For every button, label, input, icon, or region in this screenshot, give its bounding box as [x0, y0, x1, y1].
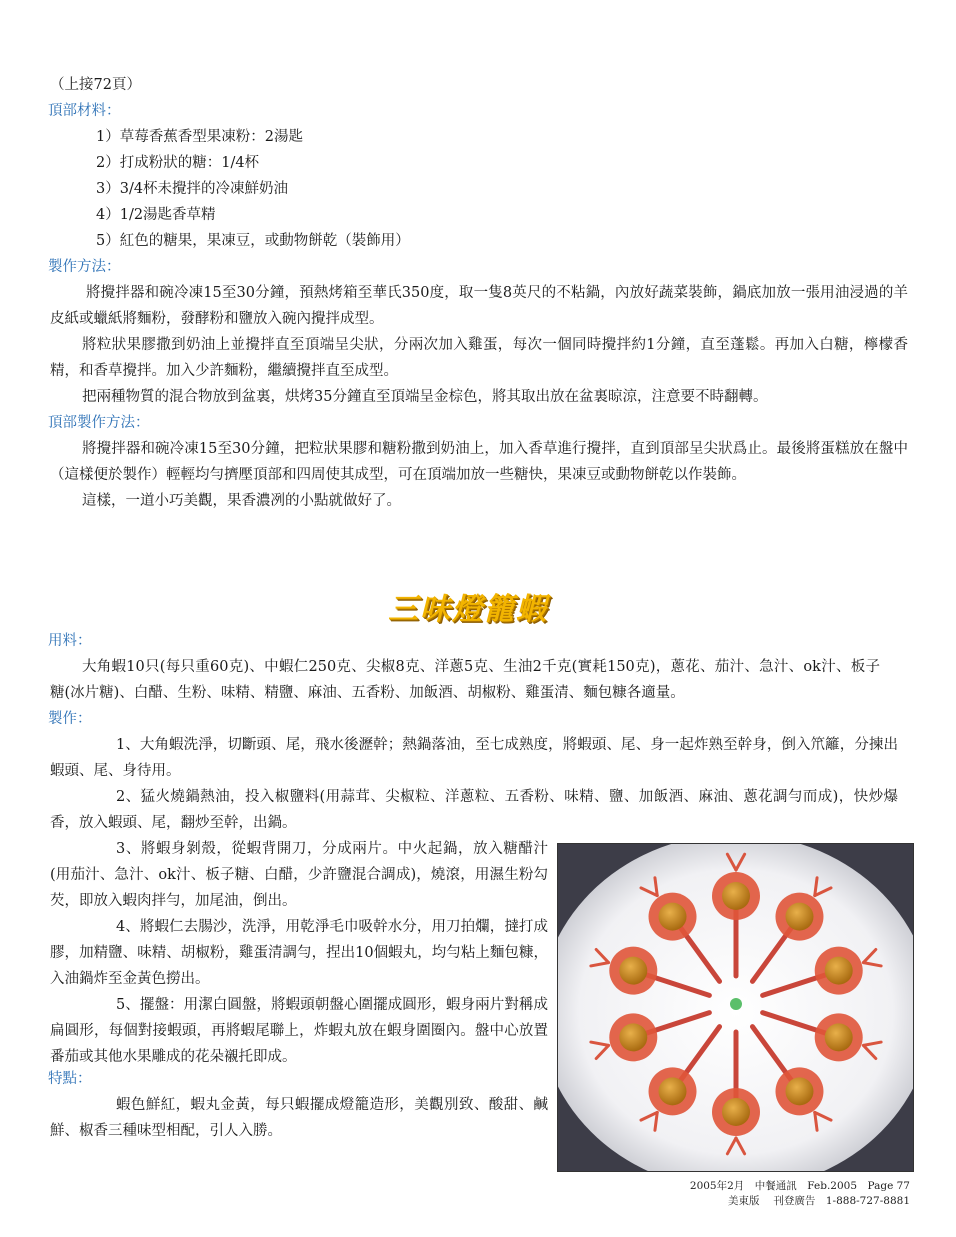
shrimp-ball: [722, 882, 750, 910]
topping-method-paragraph: 這樣，一道小巧美觀，果香濃冽的小點就做好了。: [82, 493, 401, 509]
step-item: 1、大角蝦洗淨，切斷頭、尾，飛水後瀝幹；熱鍋落油，至七成熟度，將蝦頭、尾、身一起炸熟至幹身，倒入笊籬，分揀出蝦頭、尾、身待用。: [50, 737, 898, 779]
footer-line-1: 2005年2月 中餐通訊 Feb.2005 Page 77: [689, 1180, 910, 1192]
method-body: [50, 280, 908, 410]
ingredients-text: 大角蝦10只(每只重60克)、中蝦仁250克、尖椒8克、洋蔥5克、生油2千克(實耗150克)，蔥花、茄汁、急汁、ok汁、板子糖(冰片糖)、白醋、生粉、味精、精鹽、麻油、五香粉、加飯酒、胡椒粉、雞蛋清、麵包糠各適量。: [50, 659, 880, 701]
dish-photo: [557, 843, 914, 1172]
dish-title: 三味燈籠蝦: [388, 592, 548, 627]
list-item: 2）打成粉狀的糖：1/4杯: [96, 155, 260, 171]
features-heading: 特點：: [48, 1071, 92, 1087]
list-item: 1）草莓香蕉香型果凍粉：2湯匙: [96, 129, 303, 145]
shrimp-ball: [785, 903, 813, 931]
shrimp-ball: [659, 1077, 687, 1105]
topping-materials-list: [96, 124, 410, 254]
topping-method-heading: 頂部製作方法：: [48, 415, 150, 431]
step-item: 5、擺盤：用潔白圓盤，將蝦頭朝盤心圍擺成圓形，蝦身兩片對稱成扁圓形，每個對接蝦頭，再將蝦尾聯上，炸蝦丸放在蝦身圍圈內。盤中心放置番茄或其他水果雕成的花朵襯托即成。: [50, 997, 548, 1065]
ingredients-heading: 用料：: [48, 633, 92, 649]
continued-note: （上接72頁）: [50, 77, 141, 93]
list-item: 5）紅色的糖果，果凍豆，或動物餅乾（裝飾用）: [96, 233, 410, 249]
shrimp-ball: [659, 903, 687, 931]
topping-materials-heading: 頂部材料：: [48, 103, 121, 119]
method-heading: 製作方法：: [48, 259, 121, 275]
shrimp-ball: [722, 1098, 750, 1126]
shrimp-ball: [825, 957, 853, 985]
garnish-center: [730, 998, 742, 1010]
shrimp-ball: [825, 1023, 853, 1051]
method-paragraph: 把兩種物質的混合物放到盆裏，烘烤35分鐘直至頂端呈金棕色，將其取出放在盆裏晾涼，注意要不時翻轉。: [82, 389, 768, 405]
features-text: 蝦色鮮紅，蝦丸金黃，每只蝦擺成燈籠造形，美觀別致、酸甜、鹹鮮、椒香三種味型相配，引人入勝。: [50, 1097, 548, 1139]
topping-method-body: [50, 436, 908, 514]
list-item: 3）3/4杯未攪拌的冷凍鮮奶油: [96, 181, 289, 197]
step-item: 4、將蝦仁去腸沙，洗淨，用乾淨毛巾吸幹水分，用刀拍爛，撻打成膠，加精鹽、味精、胡椒粉，雞蛋清調勻，捏出10個蝦丸，均勻粘上麵包糠，入油鍋炸至金黃色撈出。: [50, 919, 548, 987]
shrimp-ball: [785, 1077, 813, 1105]
method-paragraph: 將攪拌器和碗冷凍15至30分鐘，預熱烤箱至華氏350度，取一隻8英尺的不粘鍋，內放好蔬菜裝飾，鍋底加放一張用油浸過的羊皮紙或蠟紙將麵粉，發酵粉和鹽放入碗內攪拌成型。: [50, 285, 908, 327]
making-heading: 製作：: [48, 711, 92, 727]
step-item: 3、將蝦身剝殼，從蝦背開刀，分成兩片。中火起鍋，放入糖醋汁(用茄汁、急汁、ok汁、板子糖、白醋，少許鹽混合調成)，燒滾，用濕生粉勾芡，即放入蝦肉拌勻，加尾油，倒出。: [50, 841, 548, 909]
footer-line-2: 美東版 刊登廣告 1-888-727-8881: [728, 1195, 910, 1207]
steps-narrow: [50, 836, 548, 1070]
shrimp-ball: [619, 1023, 647, 1051]
method-paragraph: 將粒狀果膠撒到奶油上並攪拌直至頂端呈尖狀，分兩次加入雞蛋，每次一個同時攪拌約1分鐘，直至蓬鬆。再加入白糖，檸檬香精，和香草攪拌。加入少許麵粉，繼續攪拌直至成型。: [50, 337, 908, 379]
topping-method-paragraph: 將攪拌器和碗冷凍15至30分鐘，把粒狀果膠和糖粉撒到奶油上，加入香草進行攪拌，直到頂部呈尖狀爲止。最後將蛋糕放在盤中（這樣便於製作）輕輕均勻擠壓頂部和四周使其成型，可在頂端加放一些糖快，果凍豆或動物餅乾以作裝飾。: [50, 441, 908, 483]
step-item: 2、猛火燒鍋熱油，投入椒鹽料(用蒜茸、尖椒粒、洋蔥粒、五香粉、味精、鹽、加飯酒、麻油、蔥花調勻而成)，快炒爆香，放入蝦頭、尾，翻炒至幹，出鍋。: [50, 789, 898, 831]
plate-illustration: [558, 844, 913, 1171]
shrimp-ball: [619, 957, 647, 985]
steps-wide: [50, 732, 898, 836]
list-item: 4）1/2湯匙香草精: [96, 207, 216, 223]
